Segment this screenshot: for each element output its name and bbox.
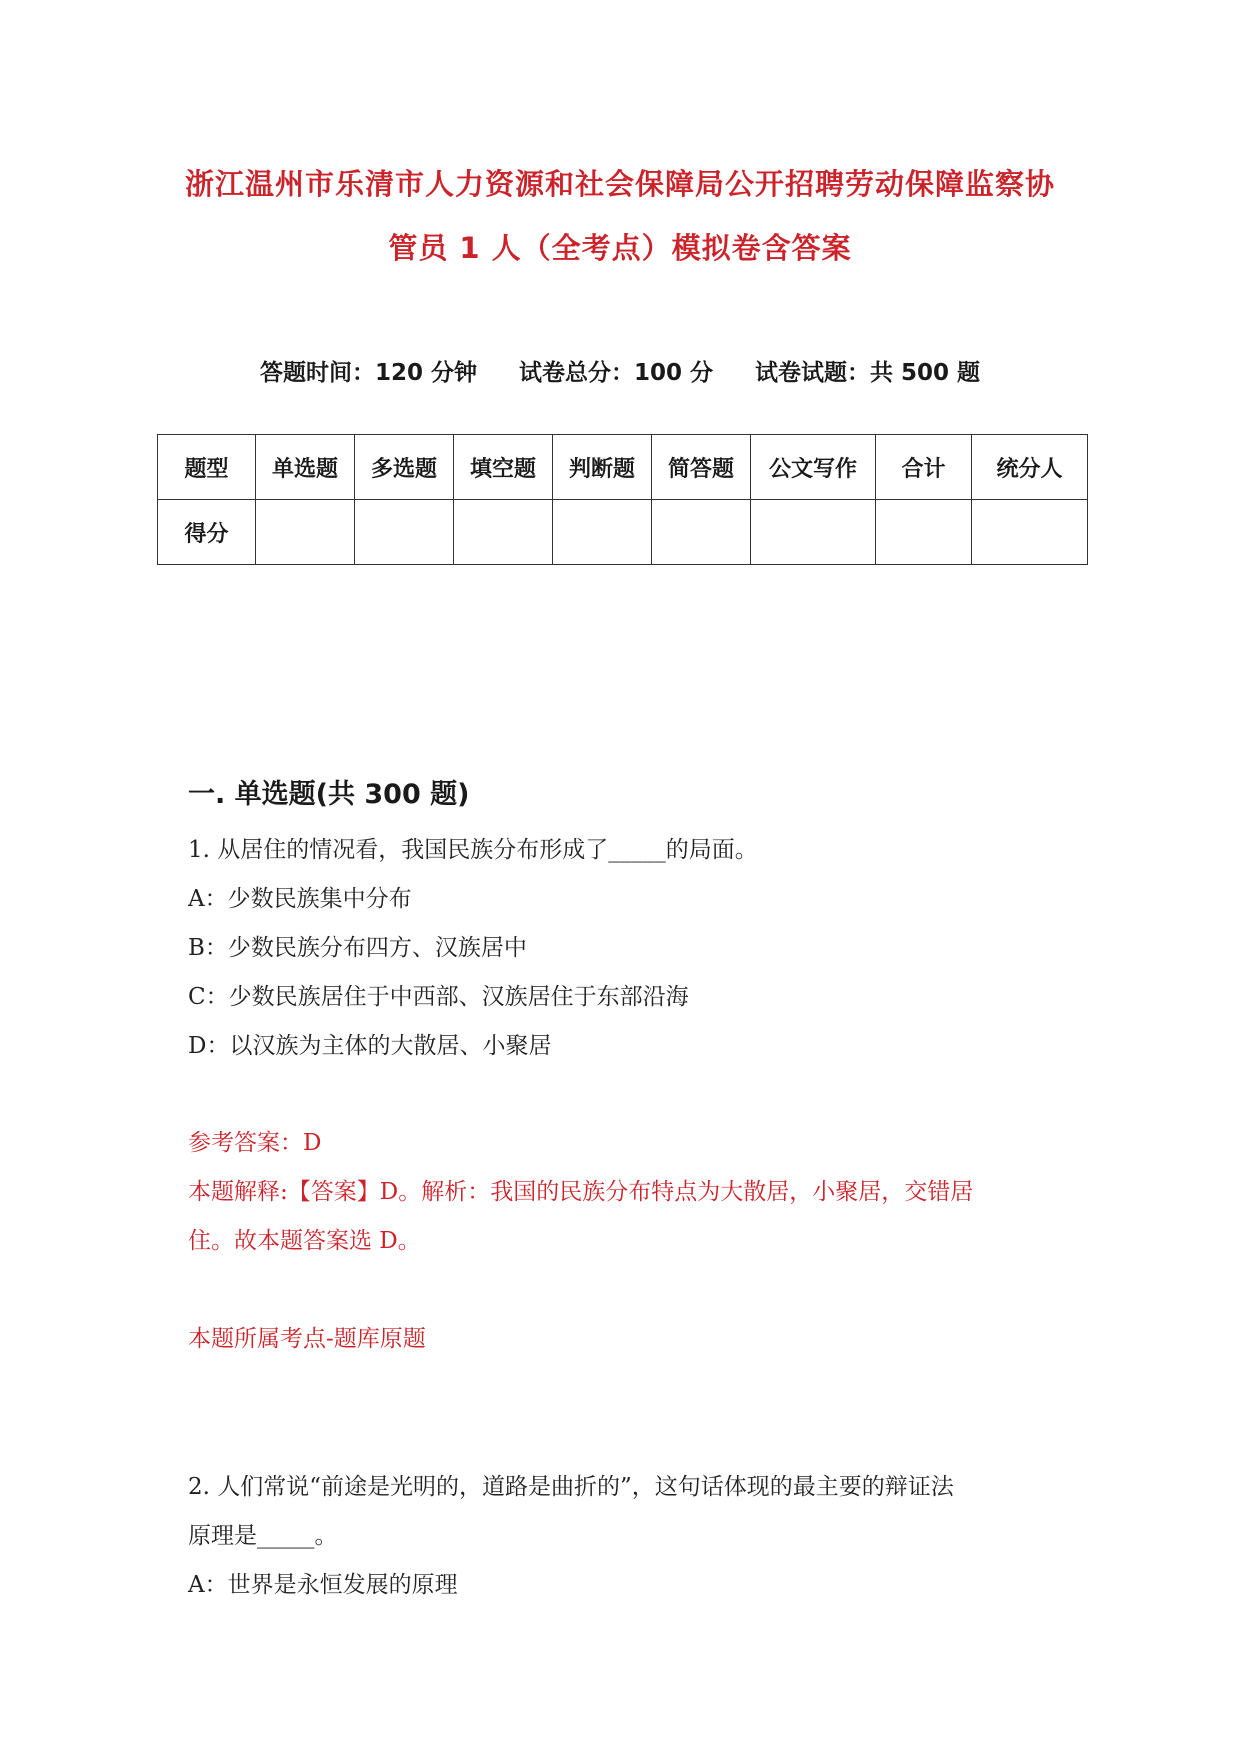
header-cell: 公文写作 bbox=[751, 435, 876, 500]
score-table-score-row bbox=[158, 500, 1088, 565]
score-cell bbox=[972, 500, 1088, 565]
explanation-text: 住。故本题答案选 D。 bbox=[188, 1228, 421, 1254]
topic-text: 本题所属考点-题库原题 bbox=[188, 1326, 426, 1352]
explanation-text: 本题解释:【答案】D。解析：我国的民族分布特点为大散居，小聚居，交错居 bbox=[188, 1179, 974, 1205]
score-table bbox=[157, 434, 1088, 565]
header-cell: 多选题 bbox=[355, 435, 454, 500]
score-cell bbox=[876, 500, 972, 565]
score-cell bbox=[454, 500, 553, 565]
exam-meta bbox=[140, 356, 1100, 390]
header-cell: 统分人 bbox=[972, 435, 1088, 500]
question-option: A：世界是永恒发展的原理 bbox=[188, 1572, 458, 1598]
question-option: A：少数民族集中分布 bbox=[188, 886, 412, 912]
section-heading: 一. 单选题(共 300 题) bbox=[188, 779, 470, 810]
title-line-1: 浙江温州市乐清市人力资源和社会保障局公开招聘劳动保障监察协 bbox=[184, 167, 1055, 201]
exam-question-count: 试卷试题：共 500 题 bbox=[755, 360, 981, 386]
score-cell bbox=[751, 500, 876, 565]
question-option: B：少数民族分布四方、汉族居中 bbox=[188, 935, 527, 961]
row-label-cell: 得分 bbox=[158, 500, 256, 565]
header-cell: 判断题 bbox=[553, 435, 652, 500]
question-stem: 原理是_____。 bbox=[188, 1523, 338, 1549]
question-stem: 2. 人们常说“前途是光明的，道路是曲折的”，这句话体现的最主要的辩证法 bbox=[188, 1474, 954, 1500]
header-cell: 单选题 bbox=[256, 435, 355, 500]
score-cell bbox=[355, 500, 454, 565]
header-cell: 题型 bbox=[158, 435, 256, 500]
header-cell: 简答题 bbox=[652, 435, 751, 500]
document-title bbox=[140, 152, 1100, 280]
question-option: D：以汉族为主体的大散居、小聚居 bbox=[188, 1033, 552, 1059]
header-cell: 合计 bbox=[876, 435, 972, 500]
score-cell bbox=[553, 500, 652, 565]
question-stem: 1. 从居住的情况看，我国民族分布形成了_____的局面。 bbox=[188, 837, 758, 863]
header-cell: 填空题 bbox=[454, 435, 553, 500]
score-cell bbox=[256, 500, 355, 565]
exam-time: 答题时间：120 分钟 bbox=[259, 360, 477, 386]
score-cell bbox=[652, 500, 751, 565]
title-line-2: 管员 1 人（全考点）模拟卷含答案 bbox=[388, 231, 852, 265]
question-option: C：少数民族居住于中西部、汉族居住于东部沿海 bbox=[188, 984, 689, 1010]
exam-total-score: 试卷总分：100 分 bbox=[518, 360, 714, 386]
score-table-header-row bbox=[158, 435, 1088, 500]
answer-text: 参考答案：D bbox=[188, 1130, 322, 1156]
